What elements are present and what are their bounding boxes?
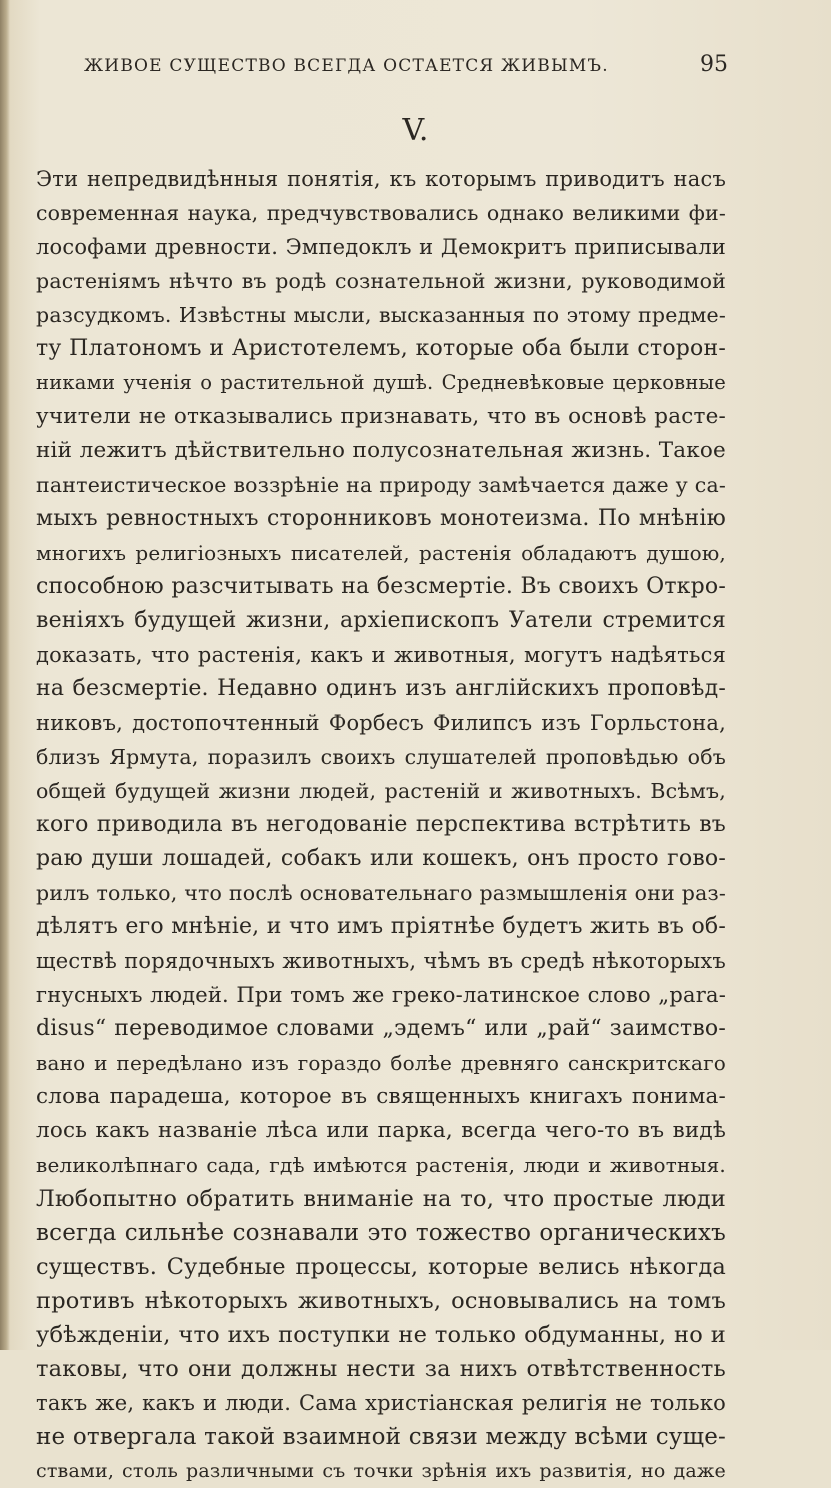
- binding-gutter: [0, 0, 10, 1350]
- running-title: ЖИВОЕ СУЩЕСТВО ВСЕГДА ОСТАЕТСЯ ЖИВЫМЪ.: [84, 56, 609, 76]
- text-line: вано и передѣлано изъ гораздо болѣе древняго санскритскаго: [36, 1051, 726, 1075]
- section-number: V.: [402, 113, 429, 148]
- text-line: противъ нѣкоторыхъ животныхъ, основывались на томъ: [36, 1288, 726, 1314]
- text-line: рилъ только, что послѣ основательнаго размышленія они раз-: [36, 881, 726, 905]
- text-line: доказать, что растенія, какъ и животныя, могутъ надѣяться: [36, 643, 726, 667]
- text-line: растеніямъ нѣчто въ родѣ сознательной жизни, руководимой: [36, 269, 726, 293]
- text-line: убѣжденіи, что ихъ поступки не только обдуманны, но и: [36, 1322, 726, 1348]
- text-line: мыхъ ревностныхъ сторонниковъ монотеизма. По мнѣнію: [36, 506, 726, 531]
- text-line: веніяхъ будущей жизни, архіепископъ Уатели стремится: [36, 608, 726, 633]
- text-line: Любопытно обратить вниманіе на то, что простые люди: [36, 1186, 726, 1212]
- text-line: disus“ переводимое словами „эдемъ“ или „рай“ заимство-: [36, 1016, 726, 1041]
- text-line: всегда сильнѣе сознавали это тожество органическихъ: [36, 1220, 726, 1246]
- body-text: [36, 162, 726, 1488]
- text-line: учители не отказывались признавать, что въ основѣ расте-: [36, 404, 726, 429]
- text-line: никами ученія о растительной душѣ. Средневѣковые церковные: [36, 371, 726, 394]
- text-line: кого приводила въ негодованіе перспектива встрѣтить въ: [36, 812, 726, 837]
- text-line: близъ Ярмута, поразилъ своихъ слушателей проповѣдью объ: [36, 745, 726, 769]
- text-line: не отвергала такой взаимной связи между всѣми суще-: [36, 1424, 726, 1450]
- text-line: Эти непредвидѣнныя понятія, къ которымъ приводитъ насъ: [36, 167, 726, 191]
- text-line: общей будущей жизни людей, растеній и животныхъ. Всѣмъ,: [36, 779, 726, 803]
- text-line: разсудкомъ. Извѣстны мысли, высказанныя по этому предме-: [36, 303, 726, 327]
- text-line: пантеистическое воззрѣніе на природу замѣчается даже у са-: [36, 473, 726, 497]
- text-line: ществѣ порядочныхъ животныхъ, чѣмъ въ средѣ нѣкоторыхъ: [36, 949, 726, 973]
- text-line: никовъ, достопочтенный Форбесъ Филипсъ изъ Горльстона,: [36, 711, 726, 735]
- text-line: дѣлятъ его мнѣніе, и что имъ пріятнѣе будетъ жить въ об-: [36, 914, 726, 939]
- text-line: способною разсчитывать на безсмертіе. Въ своихъ Откро-: [36, 574, 726, 599]
- text-line: таковы, что они должны нести за нихъ отвѣтственность: [36, 1356, 726, 1382]
- text-line: на безсмертіе. Недавно одинъ изъ англійскихъ проповѣд-: [36, 676, 726, 701]
- text-line: ній лежитъ дѣйствительно полусознательная жизнь. Такое: [36, 438, 726, 463]
- text-line: раю души лошадей, собакъ или кошекъ, онъ просто гово-: [36, 846, 726, 871]
- text-line: такъ же, какъ и люди. Сама христіанская религія не только: [36, 1391, 726, 1415]
- text-line: великолѣпнаго сада, гдѣ имѣются растенія, люди и животныя.: [36, 1153, 726, 1177]
- text-line: ствами, столь различными съ точки зрѣнія ихъ развитія, но даже: [36, 1460, 726, 1482]
- text-line: существъ. Судебные процессы, которые велись нѣкогда: [36, 1254, 726, 1280]
- text-line: современная наука, предчувствовались однако великими фи-: [36, 201, 726, 225]
- text-line: слова парадеша, которое въ священныхъ книгахъ понима-: [36, 1084, 726, 1109]
- text-line: лософами древности. Эмпедоклъ и Демокритъ приписывали: [36, 235, 726, 259]
- page-number: 95: [700, 52, 728, 77]
- text-line: ту Платономъ и Аристотелемъ, которые оба были сторон-: [36, 336, 726, 361]
- text-line: многихъ религіозныхъ писателей, растенія обладаютъ душою,: [36, 541, 726, 565]
- text-line: лось какъ названіе лѣса или парка, всегда чего-то въ видѣ: [36, 1118, 726, 1143]
- text-line: гнусныхъ людей. При томъ же греко-латинское слово „para-: [36, 983, 726, 1007]
- running-head: [84, 52, 728, 82]
